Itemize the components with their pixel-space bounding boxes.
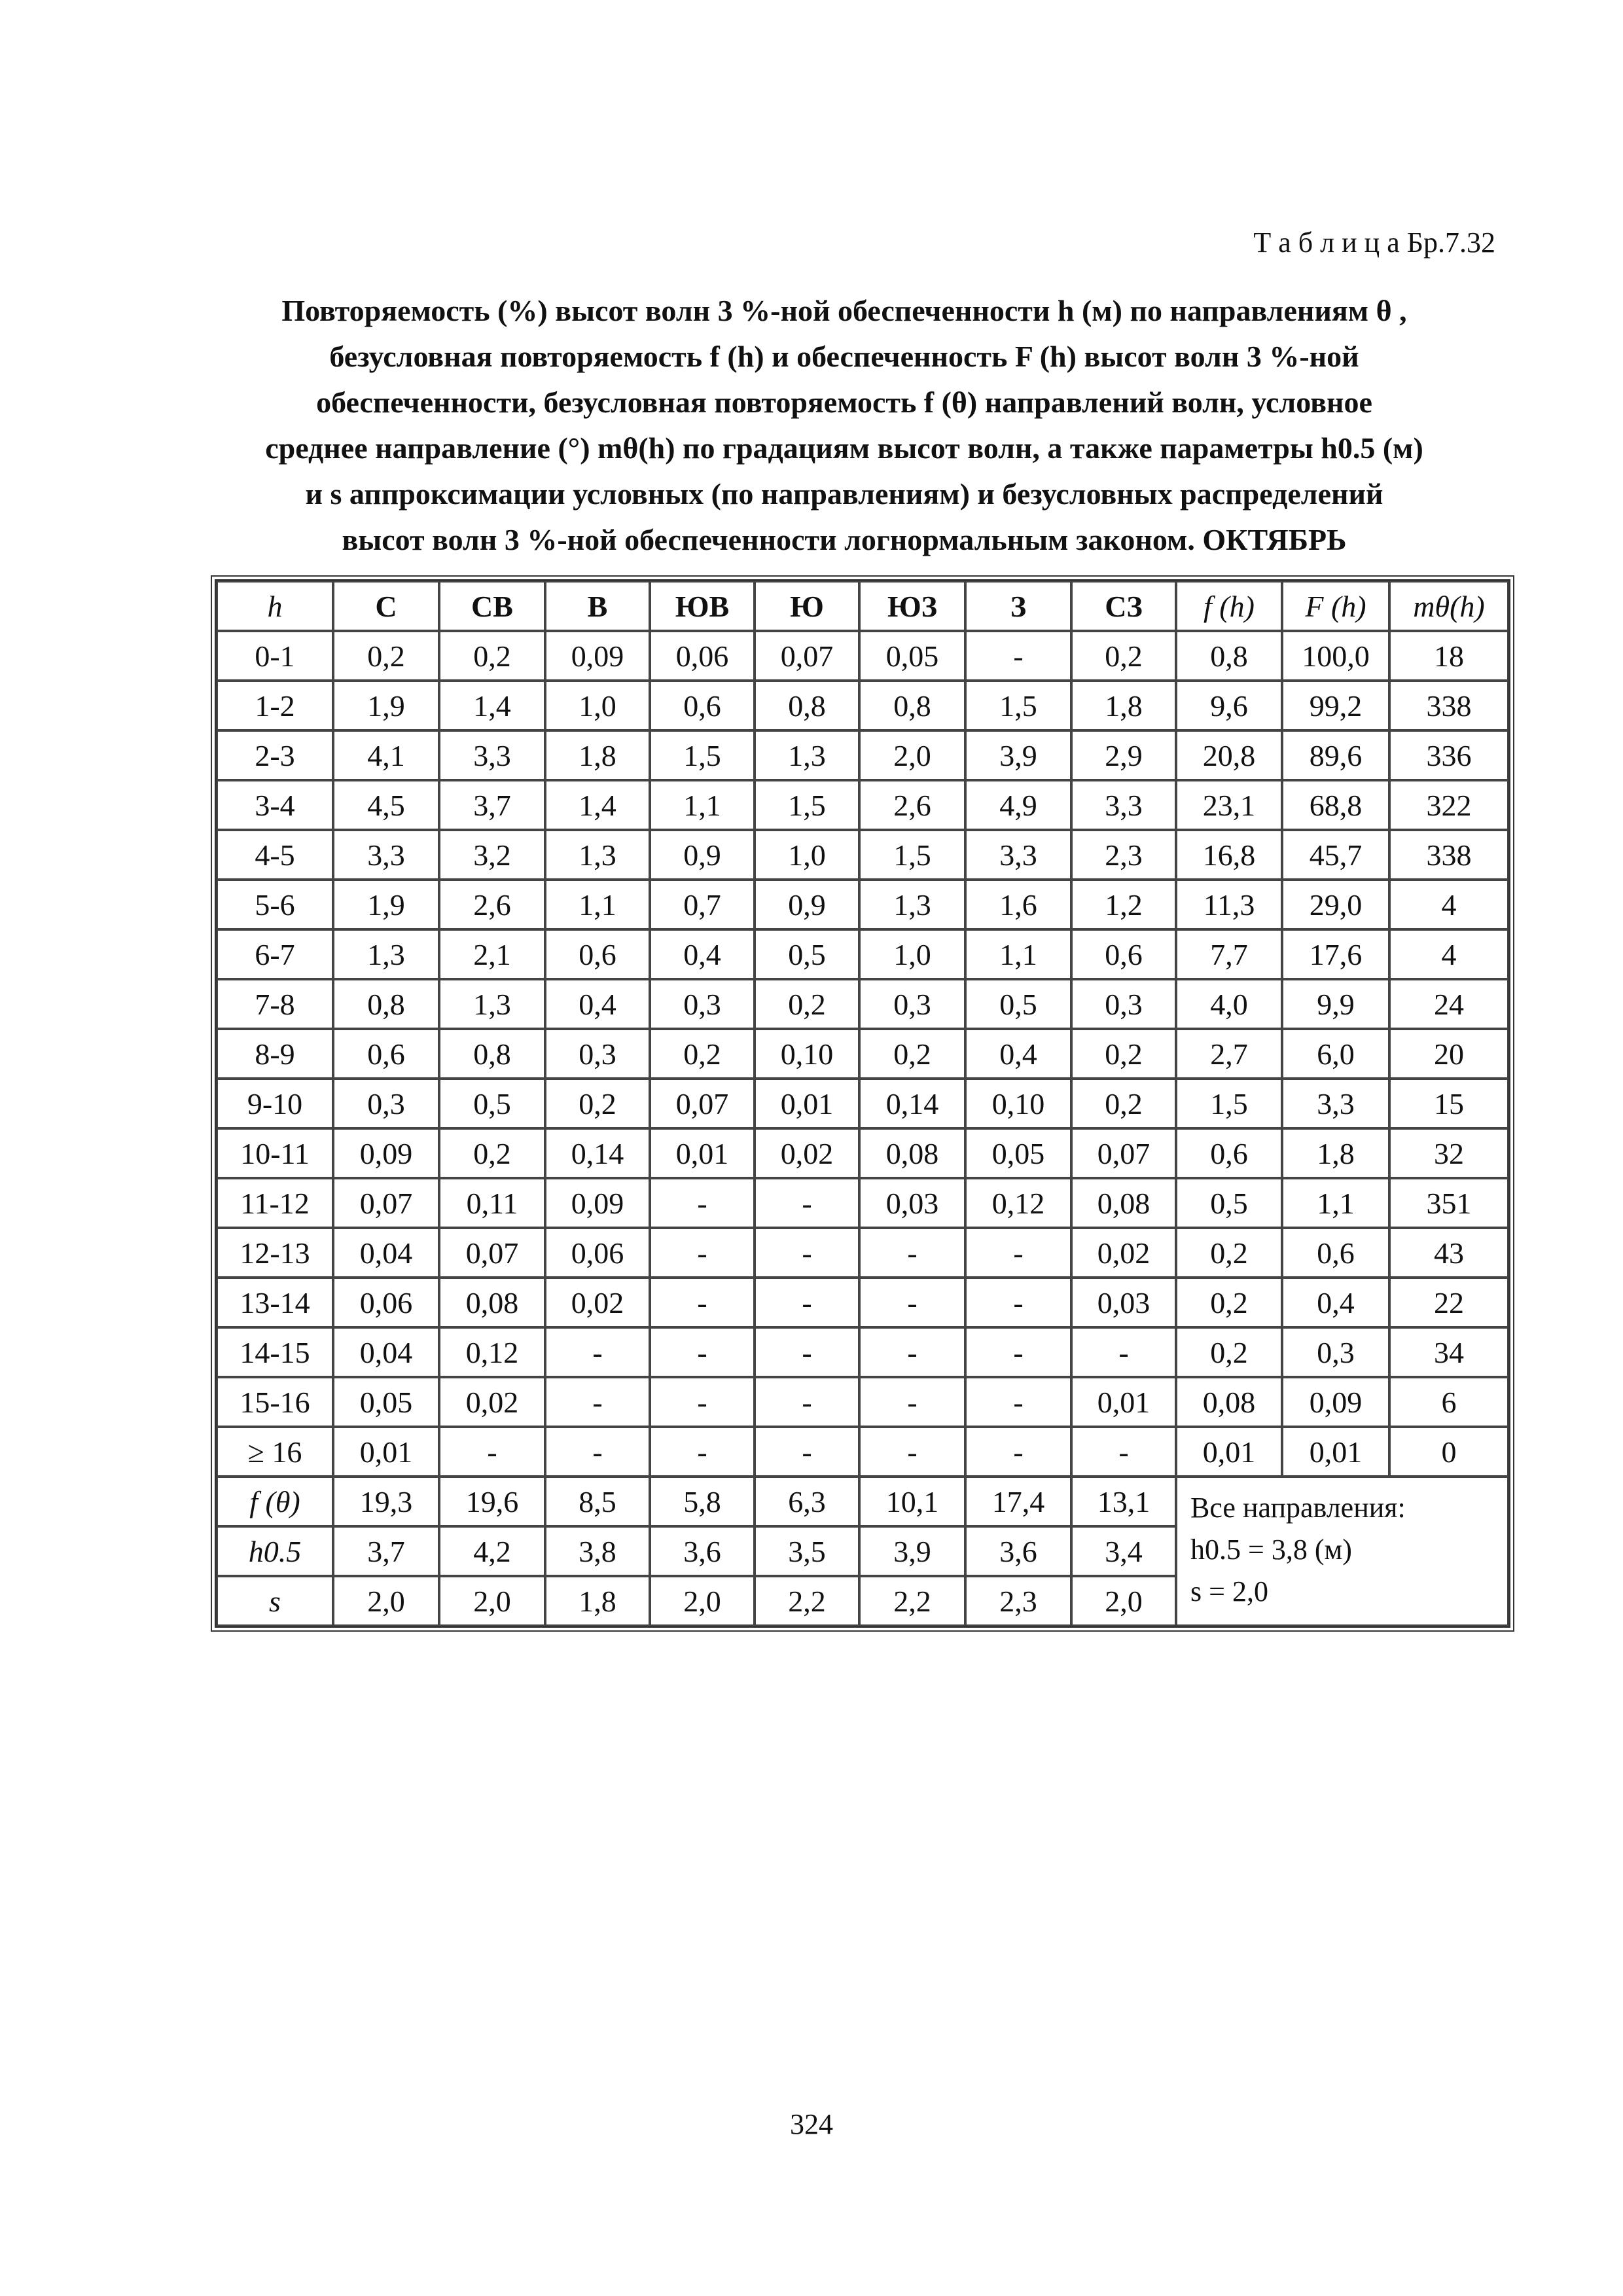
table-cell: -	[755, 1427, 859, 1477]
table-cell: -	[859, 1278, 965, 1327]
all-directions-summary	[1176, 1477, 1508, 1626]
table-cell: 0,06	[545, 1228, 650, 1278]
table-cell: 3,3	[965, 830, 1071, 880]
table-cell: 1,0	[755, 830, 859, 880]
table-cell: 2,1	[439, 929, 545, 979]
param-cell: 5,8	[650, 1477, 755, 1526]
param-cell: 3,4	[1071, 1526, 1176, 1576]
table-cell: -	[755, 1278, 859, 1327]
table-row	[217, 1178, 1508, 1228]
heading-line-3: обеспеченности, безусловная повторяемость f (θ) направлений волн, условное	[316, 386, 1372, 419]
table-cell: 0,6	[545, 929, 650, 979]
header-h: h	[217, 581, 333, 631]
table-cell: 1,9	[333, 681, 439, 730]
table-cell: 0,07	[650, 1079, 755, 1128]
table-cell: 3,7	[439, 780, 545, 830]
table-cell: 0,07	[333, 1178, 439, 1228]
table-row	[217, 1128, 1508, 1178]
table-cell: 0,02	[439, 1377, 545, 1427]
table-cell: 1,3	[545, 830, 650, 880]
table-cell: -	[965, 1327, 1071, 1377]
table-cell: 0,3	[333, 1079, 439, 1128]
param-cell: 3,7	[333, 1526, 439, 1576]
table-cell: 0,07	[1071, 1128, 1176, 1178]
table-cell: -	[859, 1427, 965, 1477]
param-cell: 3,6	[650, 1526, 755, 1576]
param-label: s	[217, 1576, 333, 1626]
table-cell: 1,0	[859, 929, 965, 979]
header-direction: Ю	[755, 581, 859, 631]
table-cell: 0,2	[1071, 1079, 1176, 1128]
param-cell: 8,5	[545, 1477, 650, 1526]
table-cell: 0,8	[755, 681, 859, 730]
table-cell: -	[755, 1228, 859, 1278]
table-row	[217, 1079, 1508, 1128]
cell-f-h: 1,5	[1176, 1079, 1282, 1128]
table-cell: -	[755, 1327, 859, 1377]
table-cell: -	[965, 1278, 1071, 1327]
table-cell: 0,08	[439, 1278, 545, 1327]
row-height-range: 3-4	[217, 780, 333, 830]
header-direction: З	[965, 581, 1071, 631]
cell-m-theta: 15	[1389, 1079, 1508, 1128]
table-cell: -	[859, 1228, 965, 1278]
param-cell: 19,3	[333, 1477, 439, 1526]
table-cell: 0,08	[859, 1128, 965, 1178]
table-cell: -	[545, 1377, 650, 1427]
table-cell: -	[1071, 1427, 1176, 1477]
param-cell: 3,5	[755, 1526, 859, 1576]
cell-m-theta: 338	[1389, 681, 1508, 730]
table-cell: 0,2	[859, 1029, 965, 1079]
cell-f-h: 20,8	[1176, 730, 1282, 780]
table-cell: 1,5	[965, 681, 1071, 730]
row-height-range: 9-10	[217, 1079, 333, 1128]
table-cell: 0,8	[333, 979, 439, 1029]
table-cell: 0,05	[333, 1377, 439, 1427]
cell-F-h: 3,3	[1282, 1079, 1389, 1128]
table-cell: 3,9	[965, 730, 1071, 780]
table-cell: 0,2	[439, 631, 545, 681]
table-cell: 0,10	[755, 1029, 859, 1079]
header-F-h: F (h)	[1282, 581, 1389, 631]
table-cell: 0,07	[755, 631, 859, 681]
table-cell: -	[859, 1377, 965, 1427]
table-cell: 0,01	[755, 1079, 859, 1128]
cell-f-h: 16,8	[1176, 830, 1282, 880]
table-cell: -	[755, 1377, 859, 1427]
table-row	[217, 1427, 1508, 1477]
cell-m-theta: 32	[1389, 1128, 1508, 1178]
cell-F-h: 68,8	[1282, 780, 1389, 830]
cell-F-h: 1,8	[1282, 1128, 1389, 1178]
cell-m-theta: 18	[1389, 631, 1508, 681]
table-cell: 4,9	[965, 780, 1071, 830]
table-cell: -	[545, 1427, 650, 1477]
cell-m-theta: 0	[1389, 1427, 1508, 1477]
table-cell: 1,1	[545, 880, 650, 929]
table-cell: -	[650, 1228, 755, 1278]
table-cell: 0,6	[1071, 929, 1176, 979]
table-cell: 0,4	[650, 929, 755, 979]
table-cell: -	[650, 1327, 755, 1377]
table-cell: -	[1071, 1327, 1176, 1377]
table-cell: 0,05	[965, 1128, 1071, 1178]
table-cell: 0,01	[650, 1128, 755, 1178]
table-cell: 0,3	[545, 1029, 650, 1079]
param-row	[217, 1477, 1508, 1526]
table-cell: 0,4	[965, 1029, 1071, 1079]
row-height-range: 14-15	[217, 1327, 333, 1377]
cell-F-h: 0,09	[1282, 1377, 1389, 1427]
table-cell: 2,6	[859, 780, 965, 830]
table-cell: 0,10	[965, 1079, 1071, 1128]
cell-f-h: 0,5	[1176, 1178, 1282, 1228]
table-row	[217, 780, 1508, 830]
header-direction: С	[333, 581, 439, 631]
header-direction: СВ	[439, 581, 545, 631]
cell-F-h: 17,6	[1282, 929, 1389, 979]
table-cell: 1,5	[650, 730, 755, 780]
summary-h05: h0.5 = 3,8 (м)	[1190, 1534, 1352, 1566]
cell-f-h: 0,08	[1176, 1377, 1282, 1427]
table-cell: 0,9	[650, 830, 755, 880]
table-cell: 0,3	[1071, 979, 1176, 1029]
table-cell: 0,07	[439, 1228, 545, 1278]
header-direction: ЮВ	[650, 581, 755, 631]
table-cell: 2,0	[859, 730, 965, 780]
table-cell: 0,09	[333, 1128, 439, 1178]
cell-f-h: 0,2	[1176, 1278, 1282, 1327]
table-row	[217, 979, 1508, 1029]
param-label: h0.5	[217, 1526, 333, 1576]
row-height-range: 0-1	[217, 631, 333, 681]
cell-F-h: 45,7	[1282, 830, 1389, 880]
row-height-range: 10-11	[217, 1128, 333, 1178]
table-cell: 0,8	[439, 1029, 545, 1079]
param-cell: 2,2	[859, 1576, 965, 1626]
table-cell: 0,03	[1071, 1278, 1176, 1327]
table-row	[217, 830, 1508, 880]
row-height-range: 4-5	[217, 830, 333, 880]
table-row	[217, 1377, 1508, 1427]
cell-f-h: 0,01	[1176, 1427, 1282, 1477]
table-cell: -	[859, 1327, 965, 1377]
table-cell: 0,6	[650, 681, 755, 730]
table-cell: 0,2	[333, 631, 439, 681]
table-cell: 0,3	[859, 979, 965, 1029]
row-height-range: 11-12	[217, 1178, 333, 1228]
table-row	[217, 1327, 1508, 1377]
table-cell: 0,06	[650, 631, 755, 681]
row-height-range: 15-16	[217, 1377, 333, 1427]
cell-f-h: 0,2	[1176, 1228, 1282, 1278]
table-cell: 0,3	[650, 979, 755, 1029]
table-cell: 1,1	[965, 929, 1071, 979]
table-row	[217, 880, 1508, 929]
cell-m-theta: 4	[1389, 880, 1508, 929]
table-cell: -	[650, 1178, 755, 1228]
table-cell: 1,4	[439, 681, 545, 730]
table-cell: -	[965, 631, 1071, 681]
table-cell: 0,7	[650, 880, 755, 929]
row-height-range: ≥ 16	[217, 1427, 333, 1477]
table-cell: 3,2	[439, 830, 545, 880]
table-row	[217, 1278, 1508, 1327]
table-cell: -	[439, 1427, 545, 1477]
heading-line-6: высот волн 3 %-ной обеспеченности логнормальным законом. ОКТЯБРЬ	[342, 523, 1347, 556]
param-cell: 17,4	[965, 1477, 1071, 1526]
table-cell: 0,2	[545, 1079, 650, 1128]
cell-F-h: 100,0	[1282, 631, 1389, 681]
cell-f-h: 9,6	[1176, 681, 1282, 730]
table-cell: 0,2	[755, 979, 859, 1029]
table-label: Т а б л и ц а Бр.7.32	[1253, 226, 1495, 259]
table-cell: 2,9	[1071, 730, 1176, 780]
table-cell: 0,2	[650, 1029, 755, 1079]
table-cell: 0,2	[439, 1128, 545, 1178]
summary-title: Все направления:	[1190, 1492, 1406, 1524]
param-cell: 19,6	[439, 1477, 545, 1526]
cell-f-h: 4,0	[1176, 979, 1282, 1029]
table-row	[217, 681, 1508, 730]
cell-F-h: 89,6	[1282, 730, 1389, 780]
table-cell: 0,06	[333, 1278, 439, 1327]
table-cell: 1,1	[650, 780, 755, 830]
cell-m-theta: 351	[1389, 1178, 1508, 1228]
param-cell: 2,2	[755, 1576, 859, 1626]
table-cell: 1,4	[545, 780, 650, 830]
param-cell: 3,9	[859, 1526, 965, 1576]
table-row	[217, 631, 1508, 681]
header-direction: В	[545, 581, 650, 631]
table-cell: -	[650, 1427, 755, 1477]
cell-f-h: 11,3	[1176, 880, 1282, 929]
table-cell: 0,09	[545, 1178, 650, 1228]
row-height-range: 2-3	[217, 730, 333, 780]
param-cell: 4,2	[439, 1526, 545, 1576]
cell-m-theta: 43	[1389, 1228, 1508, 1278]
cell-m-theta: 20	[1389, 1029, 1508, 1079]
row-height-range: 13-14	[217, 1278, 333, 1327]
cell-m-theta: 34	[1389, 1327, 1508, 1377]
table-cell: 4,1	[333, 730, 439, 780]
table-cell: 0,01	[333, 1427, 439, 1477]
row-height-range: 8-9	[217, 1029, 333, 1079]
table-cell: -	[545, 1327, 650, 1377]
param-cell: 2,0	[333, 1576, 439, 1626]
param-label: f (θ)	[217, 1477, 333, 1526]
table-cell: 0,01	[1071, 1377, 1176, 1427]
cell-f-h: 23,1	[1176, 780, 1282, 830]
table-row	[217, 929, 1508, 979]
row-height-range: 5-6	[217, 880, 333, 929]
table-cell: 1,2	[1071, 880, 1176, 929]
param-cell: 2,3	[965, 1576, 1071, 1626]
table-cell: -	[650, 1377, 755, 1427]
table-cell: 1,5	[755, 780, 859, 830]
cell-m-theta: 338	[1389, 830, 1508, 880]
table-cell: 0,12	[439, 1327, 545, 1377]
table-cell: 3,3	[1071, 780, 1176, 830]
row-height-range: 12-13	[217, 1228, 333, 1278]
table-cell: 0,11	[439, 1178, 545, 1228]
cell-f-h: 0,2	[1176, 1327, 1282, 1377]
wave-height-table	[215, 579, 1510, 1628]
table-cell: 0,02	[1071, 1228, 1176, 1278]
cell-m-theta: 24	[1389, 979, 1508, 1029]
cell-f-h: 7,7	[1176, 929, 1282, 979]
table-cell: 1,6	[965, 880, 1071, 929]
row-height-range: 1-2	[217, 681, 333, 730]
cell-F-h: 0,4	[1282, 1278, 1389, 1327]
table-cell: 0,5	[439, 1079, 545, 1128]
table-cell: 1,8	[545, 730, 650, 780]
param-cell: 6,3	[755, 1477, 859, 1526]
table-cell: 1,8	[1071, 681, 1176, 730]
heading-line-4: среднее направление (°) mθ(h) по градациям высот волн, а также параметры h0.5 (м)	[265, 431, 1423, 465]
param-cell: 2,0	[1071, 1576, 1176, 1626]
row-height-range: 6-7	[217, 929, 333, 979]
table-cell: -	[650, 1278, 755, 1327]
table-cell: 1,5	[859, 830, 965, 880]
table-row	[217, 730, 1508, 780]
param-cell: 2,0	[650, 1576, 755, 1626]
cell-m-theta: 22	[1389, 1278, 1508, 1327]
header-direction: ЮЗ	[859, 581, 965, 631]
heading-line-2: безусловная повторяемость f (h) и обеспеченность F (h) высот волн 3 %-ной	[329, 340, 1359, 373]
table-cell: 0,8	[859, 681, 965, 730]
row-height-range: 7-8	[217, 979, 333, 1029]
table-cell: 0,6	[333, 1029, 439, 1079]
cell-F-h: 99,2	[1282, 681, 1389, 730]
table-cell: 1,3	[333, 929, 439, 979]
param-cell: 13,1	[1071, 1477, 1176, 1526]
header-f-h: f (h)	[1176, 581, 1282, 631]
cell-F-h: 0,01	[1282, 1427, 1389, 1477]
heading-line-1: Повторяемость (%) высот волн 3 %-ной обеспеченности h (м) по направлениям θ ,	[281, 294, 1407, 327]
table-cell: 0,03	[859, 1178, 965, 1228]
param-cell: 3,6	[965, 1526, 1071, 1576]
summary-s: s = 2,0	[1190, 1575, 1268, 1607]
table-cell: 1,3	[439, 979, 545, 1029]
table-cell: -	[965, 1377, 1071, 1427]
table-cell: 0,5	[755, 929, 859, 979]
table-cell: 1,0	[545, 681, 650, 730]
table-cell: 0,4	[545, 979, 650, 1029]
table-cell: 1,9	[333, 880, 439, 929]
table-row	[217, 1228, 1508, 1278]
table-cell: 4,5	[333, 780, 439, 830]
cell-f-h: 2,7	[1176, 1029, 1282, 1079]
table-cell: 0,14	[859, 1079, 965, 1128]
table-cell: 0,2	[1071, 631, 1176, 681]
table-cell: 0,04	[333, 1327, 439, 1377]
table-cell: 1,3	[859, 880, 965, 929]
table-cell: 0,9	[755, 880, 859, 929]
cell-F-h: 1,1	[1282, 1178, 1389, 1228]
cell-f-h: 0,6	[1176, 1128, 1282, 1178]
header-m-theta: mθ(h)	[1389, 581, 1508, 631]
param-cell: 2,0	[439, 1576, 545, 1626]
table-cell: 2,6	[439, 880, 545, 929]
table-cell: -	[965, 1228, 1071, 1278]
table-cell: 3,3	[333, 830, 439, 880]
table-row	[217, 1029, 1508, 1079]
table-header-row	[217, 581, 1508, 631]
param-cell: 1,8	[545, 1576, 650, 1626]
header-direction: СЗ	[1071, 581, 1176, 631]
table-cell: 0,09	[545, 631, 650, 681]
cell-F-h: 9,9	[1282, 979, 1389, 1029]
table-heading	[196, 288, 1492, 563]
cell-f-h: 0,8	[1176, 631, 1282, 681]
cell-F-h: 0,6	[1282, 1228, 1389, 1278]
table-cell: 0,02	[755, 1128, 859, 1178]
table-cell: 1,3	[755, 730, 859, 780]
cell-F-h: 0,3	[1282, 1327, 1389, 1377]
table-cell: 0,14	[545, 1128, 650, 1178]
table-cell: 3,3	[439, 730, 545, 780]
table-cell: -	[755, 1178, 859, 1228]
param-cell: 3,8	[545, 1526, 650, 1576]
param-cell: 10,1	[859, 1477, 965, 1526]
table-cell: 0,05	[859, 631, 965, 681]
cell-F-h: 29,0	[1282, 880, 1389, 929]
table-cell: 0,5	[965, 979, 1071, 1029]
cell-m-theta: 322	[1389, 780, 1508, 830]
table-cell: 0,02	[545, 1278, 650, 1327]
cell-m-theta: 4	[1389, 929, 1508, 979]
table-cell: 0,04	[333, 1228, 439, 1278]
table-cell: 0,2	[1071, 1029, 1176, 1079]
table-cell: 0,12	[965, 1178, 1071, 1228]
table-cell: 2,3	[1071, 830, 1176, 880]
table-cell: 0,08	[1071, 1178, 1176, 1228]
cell-m-theta: 336	[1389, 730, 1508, 780]
table-cell: -	[965, 1427, 1071, 1477]
cell-F-h: 6,0	[1282, 1029, 1389, 1079]
heading-line-5: и s аппроксимации условных (по направлениям) и безусловных распределений	[305, 477, 1383, 511]
cell-m-theta: 6	[1389, 1377, 1508, 1427]
page-number: 324	[790, 2108, 833, 2140]
